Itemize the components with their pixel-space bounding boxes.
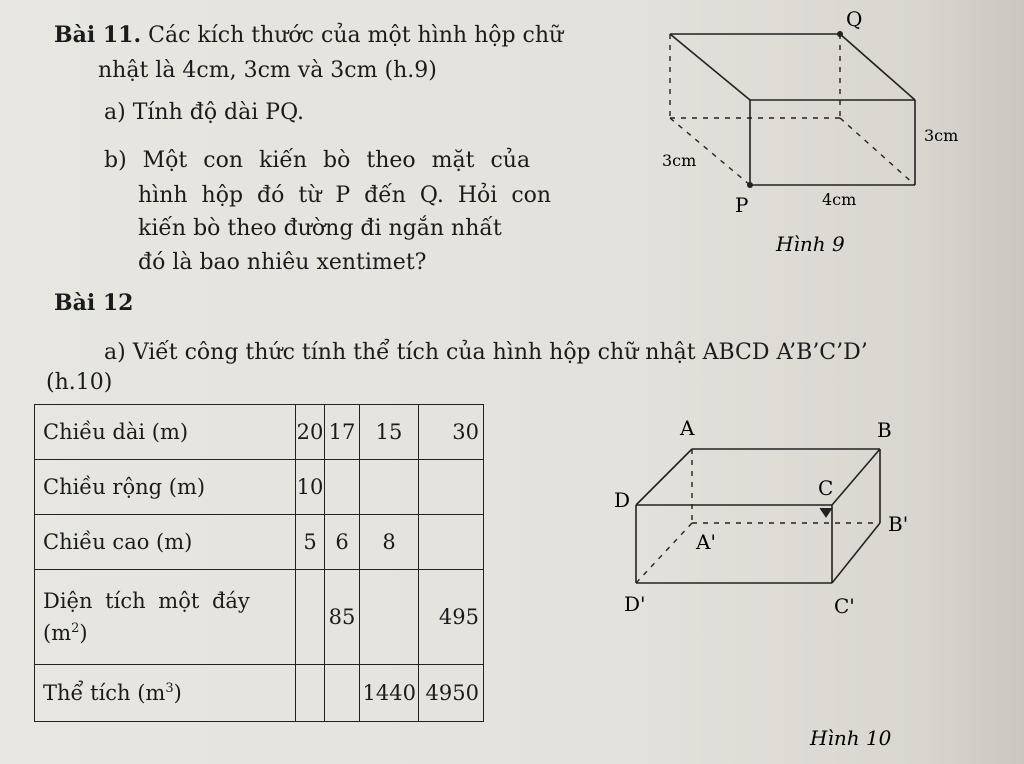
row-label: Chiều cao (m)	[35, 515, 296, 570]
bai11-part-a: a) Tính độ dài PQ.	[104, 100, 305, 125]
dim-4cm: 4cm	[822, 190, 857, 209]
row-label-text: Diện tích một đáy	[43, 589, 250, 613]
table-cell	[360, 570, 419, 665]
corner-mark	[820, 508, 832, 517]
table-cell: 17	[325, 405, 360, 460]
row-label	[35, 570, 296, 665]
vertex-a-prime: A'	[696, 530, 716, 554]
table-cell	[325, 460, 360, 515]
table-cell: 20	[296, 405, 325, 460]
bai11-part-b-line3: kiến bò theo đường đi ngắn nhất	[138, 216, 502, 241]
table-cell: 15	[360, 405, 419, 460]
figure-10-caption: Hình 10	[810, 726, 892, 750]
table-row	[35, 405, 484, 460]
table-cell	[419, 515, 484, 570]
vertex-b-prime: B'	[888, 512, 909, 536]
row-label: Chiều rộng (m)	[35, 460, 296, 515]
table-cell	[360, 460, 419, 515]
row-label-unit: (m	[43, 621, 72, 645]
table-cell: 5	[296, 515, 325, 570]
figure-10-box	[600, 405, 930, 755]
bai12-title: Bài 12	[54, 290, 134, 316]
bai11-title: Bài 11.	[54, 22, 142, 48]
figure-9-edges	[670, 34, 915, 185]
row-label-unit-close: )	[79, 621, 88, 645]
table-cell	[325, 665, 360, 722]
label-q: Q	[846, 7, 863, 31]
unit-exponent: 3	[165, 681, 174, 696]
row-label: Chiều dài (m)	[35, 405, 296, 460]
table-cell: 4950	[419, 665, 484, 722]
figure-9-caption: Hình 9	[776, 232, 845, 256]
dimensions-table	[34, 404, 484, 722]
vertex-d: D	[614, 488, 631, 512]
table-cell	[419, 460, 484, 515]
bai11-line2: nhật là 4cm, 3cm và 3cm (h.9)	[98, 58, 437, 83]
table-cell	[296, 665, 325, 722]
bai11-line1	[54, 22, 563, 48]
row-label-text: Thể tích (m	[43, 681, 166, 705]
figure-9-hidden-edges	[670, 34, 915, 185]
table-row	[35, 665, 484, 722]
dim-3cm-left: 3cm	[662, 151, 697, 170]
label-p: P	[735, 193, 749, 217]
vertex-a: A	[680, 416, 695, 440]
vertex-d-prime: D'	[624, 592, 646, 616]
row-label-close: )	[173, 681, 182, 705]
dim-3cm-right: 3cm	[924, 126, 959, 145]
point-p-dot	[747, 182, 753, 188]
bai11-text-line1: Các kích thước của một hình hộp chữ	[148, 23, 564, 48]
point-q-dot	[837, 31, 843, 37]
table-cell: 495	[419, 570, 484, 665]
table-cell: 1440	[360, 665, 419, 722]
vertex-b: B	[877, 418, 892, 442]
table-row	[35, 515, 484, 570]
table-cell: 6	[325, 515, 360, 570]
table-cell: 85	[325, 570, 360, 665]
vertex-c-prime: C'	[834, 594, 855, 618]
bai12-part-a-line1: a) Viết công thức tính thể tích của hình hộp chữ nhật ABCD A’B’C’D’	[104, 340, 868, 365]
table-cell: 30	[419, 405, 484, 460]
vertex-c: C	[818, 476, 834, 500]
bai11-part-b-line4: đó là bao nhiêu xentimet?	[138, 250, 427, 275]
figure-10-edges	[636, 449, 880, 583]
row-label	[35, 665, 296, 722]
table-row	[35, 570, 484, 665]
figure-9-box	[640, 0, 980, 270]
bai11-part-b-line2: hình hộp đó từ P đến Q. Hỏi con	[138, 183, 552, 208]
bai12-part-a-line2: (h.10)	[46, 370, 113, 395]
table-cell: 8	[360, 515, 419, 570]
table-cell: 10	[296, 460, 325, 515]
bai11-part-b-line1: b) Một con kiến bò theo mặt của	[104, 148, 531, 173]
unit-exponent: 2	[71, 621, 80, 636]
table-row	[35, 460, 484, 515]
table-cell	[296, 570, 325, 665]
